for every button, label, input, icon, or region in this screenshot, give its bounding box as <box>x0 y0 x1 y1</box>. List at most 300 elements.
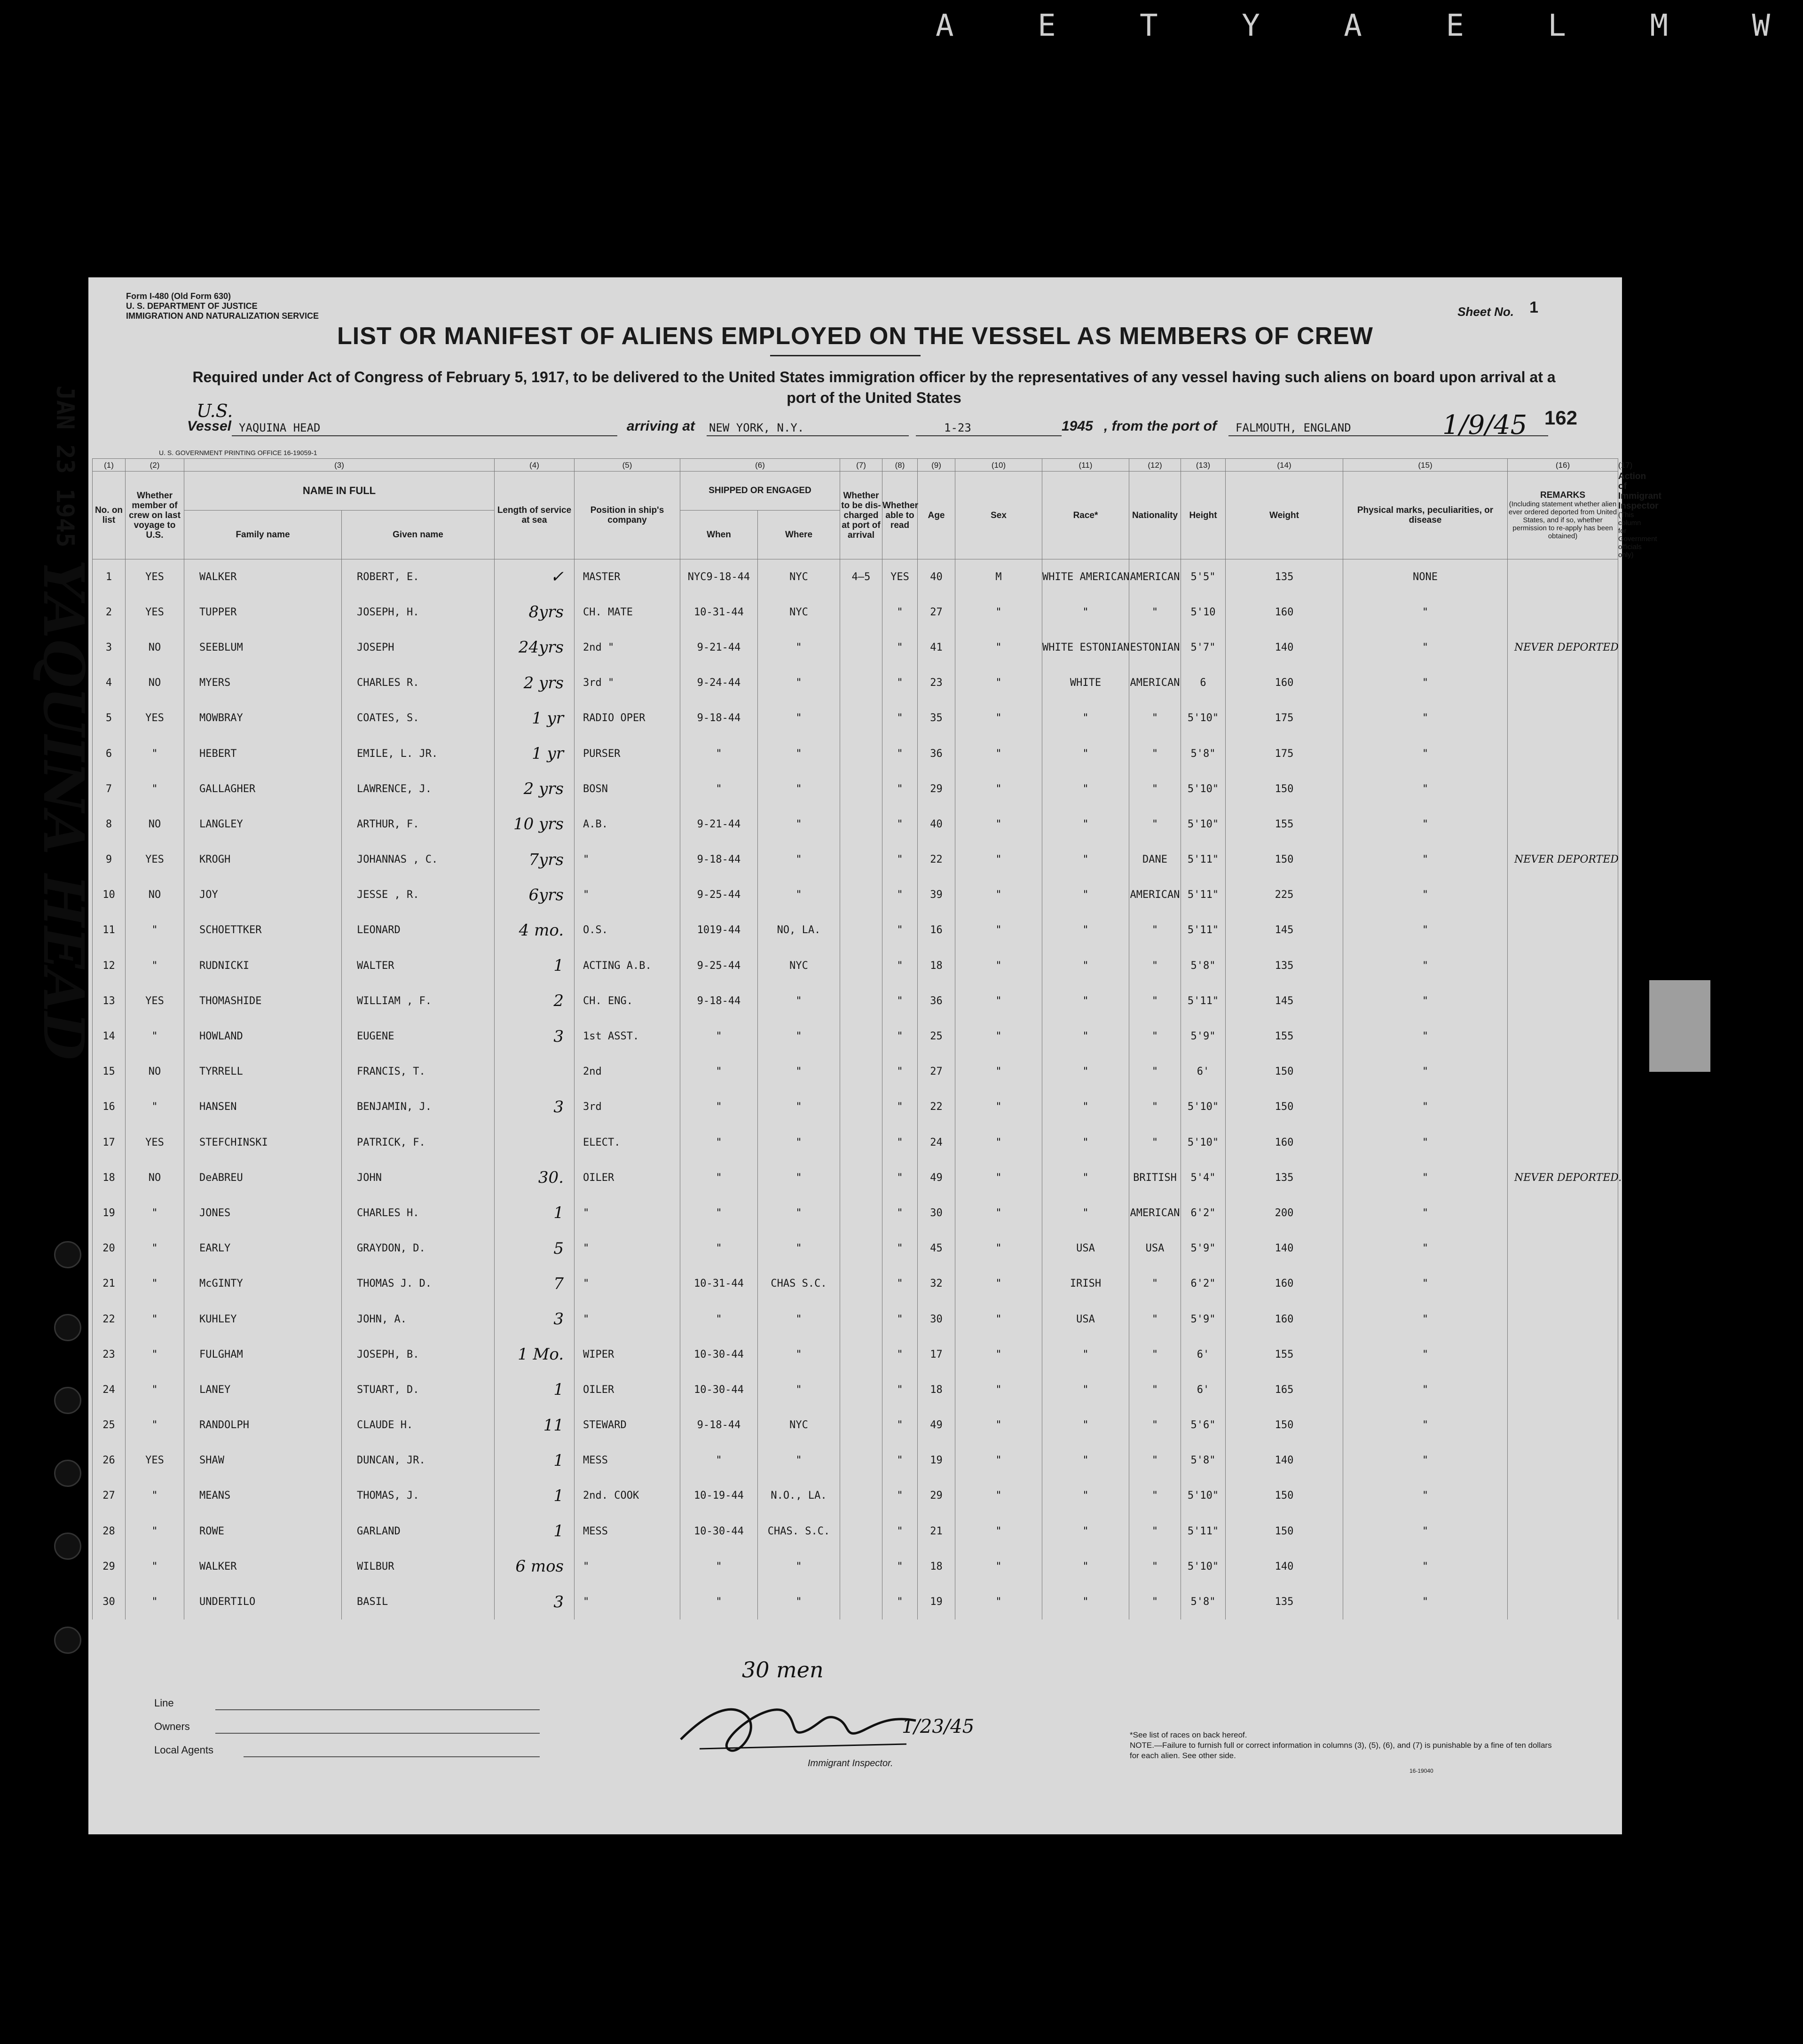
cell-given-name: COATES, S. <box>342 700 495 736</box>
cell-given-name: WILLIAM , F. <box>342 983 495 1019</box>
cell-able-to-read: " <box>882 842 918 877</box>
remarks-title: REMARKS <box>1540 490 1586 500</box>
sheet-number: 1 <box>1529 299 1538 316</box>
cell-able-to-read: " <box>882 595 918 630</box>
cell-remarks <box>1508 771 1618 807</box>
cell-age: 16 <box>918 912 955 948</box>
cell-family-name: EARLY <box>184 1231 342 1266</box>
cell-position: " <box>575 842 680 877</box>
cell-shipped-when: 9-21-44 <box>680 630 758 665</box>
cell-age: 35 <box>918 700 955 736</box>
cell-nationality: " <box>1129 1549 1181 1584</box>
cell-shipped-where: NO, LA. <box>758 912 840 948</box>
cell-shipped-where: NYC <box>758 948 840 983</box>
cell-height: 6 <box>1181 665 1226 700</box>
header-nationality: Nationality <box>1129 472 1181 559</box>
cell-shipped-where: NYC <box>758 559 840 595</box>
cell-discharged <box>840 1231 882 1266</box>
cell-shipped-where: " <box>758 1231 840 1266</box>
cell-shipped-where: " <box>758 1372 840 1407</box>
cell-age: 19 <box>918 1584 955 1619</box>
cell-nationality: AMERICAN <box>1129 1195 1181 1231</box>
cell-physical-marks: " <box>1343 1407 1508 1443</box>
col-number: (16) <box>1508 459 1618 472</box>
cell-height: 5'8" <box>1181 736 1226 771</box>
table-row <box>93 1231 1618 1266</box>
cell-prev-voyage: YES <box>126 700 184 736</box>
cell-family-name: TYRRELL <box>184 1054 342 1089</box>
cell-race: " <box>1042 1549 1129 1584</box>
cell-shipped-where: CHAS. S.C. <box>758 1514 840 1549</box>
cell-age: 27 <box>918 595 955 630</box>
cell-remarks <box>1508 807 1618 842</box>
cell-weight: 140 <box>1226 1549 1343 1584</box>
cell-physical-marks: " <box>1343 1337 1508 1372</box>
cell-weight: 225 <box>1226 877 1343 912</box>
cell-row-number: 1 <box>93 559 126 595</box>
total-count-handwritten: 30 men <box>742 1657 824 1682</box>
cell-shipped-where: " <box>758 700 840 736</box>
cell-weight: 135 <box>1226 559 1343 595</box>
cell-physical-marks: " <box>1343 1549 1508 1584</box>
cell-weight: 175 <box>1226 700 1343 736</box>
cell-prev-voyage: YES <box>126 1125 184 1160</box>
inspector-caption: Immigrant Inspector. <box>808 1758 893 1769</box>
table-row <box>93 1372 1618 1407</box>
cell-able-to-read: " <box>882 1266 918 1301</box>
cell-position: WIPER <box>575 1337 680 1372</box>
cell-race: " <box>1042 595 1129 630</box>
table-row <box>93 1407 1618 1443</box>
arriving-label: arriving at <box>627 418 695 434</box>
cell-able-to-read: " <box>882 877 918 912</box>
cell-remarks <box>1508 1089 1618 1124</box>
cell-remarks <box>1508 1478 1618 1513</box>
cell-prev-voyage: YES <box>126 983 184 1019</box>
cell-remarks <box>1508 1195 1618 1231</box>
cell-physical-marks: " <box>1343 595 1508 630</box>
cell-prev-voyage: " <box>126 1478 184 1513</box>
cell-row-number: 28 <box>93 1514 126 1549</box>
header-given-name: Given name <box>342 510 495 559</box>
from-port-rule <box>1228 435 1548 436</box>
cell-able-to-read: " <box>882 1160 918 1195</box>
cell-sex: " <box>955 1019 1042 1054</box>
table-row <box>93 771 1618 807</box>
cell-physical-marks: NONE <box>1343 559 1508 595</box>
cell-able-to-read: " <box>882 1125 918 1160</box>
page-subtitle: Required under Act of Congress of February 5, 1917, to be delivered to the United States immigration officer by the representatives of any vessel having such aliens on board upon arrival at a port of the United States <box>192 369 1556 406</box>
cell-race: " <box>1042 736 1129 771</box>
cell-physical-marks: " <box>1343 736 1508 771</box>
cell-shipped-where: NYC <box>758 1407 840 1443</box>
cell-height: 5'4" <box>1181 1160 1226 1195</box>
cell-able-to-read: " <box>882 983 918 1019</box>
binder-hole <box>54 1241 81 1268</box>
cell-discharged <box>840 1337 882 1372</box>
cell-remarks: NEVER DEPORTED. <box>1508 1160 1618 1195</box>
cell-weight: 135 <box>1226 1584 1343 1619</box>
cell-prev-voyage: " <box>126 1266 184 1301</box>
cell-given-name: JOSEPH, B. <box>342 1337 495 1372</box>
cell-prev-voyage: " <box>126 1019 184 1054</box>
cell-row-number: 15 <box>93 1054 126 1089</box>
cell-able-to-read: " <box>882 1549 918 1584</box>
local-agents-label: Local Agents <box>154 1744 213 1756</box>
cell-shipped-where: N.O., LA. <box>758 1478 840 1513</box>
table-row <box>93 1584 1618 1619</box>
cell-physical-marks: " <box>1343 1266 1508 1301</box>
header-name-in-full: NAME IN FULL <box>184 472 495 511</box>
cell-sex: " <box>955 1054 1042 1089</box>
cell-position: 2nd. COOK <box>575 1478 680 1513</box>
cell-sex: M <box>955 559 1042 595</box>
cell-discharged <box>840 736 882 771</box>
cell-height: 5'10 <box>1181 595 1226 630</box>
cell-race: " <box>1042 1584 1129 1619</box>
cell-sex: " <box>955 1337 1042 1372</box>
cell-position: RADIO OPER <box>575 700 680 736</box>
cell-race: IRISH <box>1042 1266 1129 1301</box>
handwritten-date: 1/9/45 <box>1442 410 1527 440</box>
vessel-line <box>187 418 1551 442</box>
cell-weight: 150 <box>1226 1054 1343 1089</box>
cell-position: " <box>575 877 680 912</box>
cell-row-number: 22 <box>93 1301 126 1336</box>
table-row <box>93 1443 1618 1478</box>
cell-position: 2nd <box>575 1054 680 1089</box>
cell-weight: 145 <box>1226 912 1343 948</box>
cell-able-to-read: YES <box>882 559 918 595</box>
cell-length-of-service: 2 yrs <box>495 665 575 700</box>
cell-row-number: 12 <box>93 948 126 983</box>
cell-nationality: " <box>1129 807 1181 842</box>
cell-position: 1st ASST. <box>575 1019 680 1054</box>
cell-race: WHITE ESTONIAN <box>1042 630 1129 665</box>
cell-family-name: HANSEN <box>184 1089 342 1124</box>
cell-row-number: 26 <box>93 1443 126 1478</box>
cell-discharged <box>840 771 882 807</box>
cell-physical-marks: " <box>1343 1089 1508 1124</box>
cell-prev-voyage: " <box>126 1407 184 1443</box>
cell-able-to-read: " <box>882 948 918 983</box>
form-code: 16-19040 <box>1409 1768 1433 1774</box>
cell-race: USA <box>1042 1231 1129 1266</box>
cell-physical-marks: " <box>1343 807 1508 842</box>
cell-physical-marks: " <box>1343 948 1508 983</box>
cell-given-name: ROBERT, E. <box>342 559 495 595</box>
cell-position: " <box>575 1195 680 1231</box>
cell-weight: 150 <box>1226 1478 1343 1513</box>
table-row <box>93 1478 1618 1513</box>
cell-able-to-read: " <box>882 1514 918 1549</box>
cell-shipped-where: " <box>758 665 840 700</box>
cell-given-name: JOSEPH, H. <box>342 595 495 630</box>
cell-race: " <box>1042 1195 1129 1231</box>
cell-discharged <box>840 1089 882 1124</box>
col-number: (12) <box>1129 459 1181 472</box>
table-row <box>93 1337 1618 1372</box>
cell-race: " <box>1042 1372 1129 1407</box>
cell-prev-voyage: NO <box>126 630 184 665</box>
cell-shipped-when: 10-30-44 <box>680 1514 758 1549</box>
cell-given-name: CHARLES R. <box>342 665 495 700</box>
cell-physical-marks: " <box>1343 1054 1508 1089</box>
owners-label: Owners <box>154 1721 190 1732</box>
cell-family-name: TUPPER <box>184 595 342 630</box>
cell-given-name: FRANCIS, T. <box>342 1054 495 1089</box>
cell-sex: " <box>955 1372 1042 1407</box>
cell-row-number: 4 <box>93 665 126 700</box>
cell-position: " <box>575 1549 680 1584</box>
cell-shipped-when: " <box>680 1301 758 1336</box>
cell-age: 18 <box>918 1549 955 1584</box>
cell-row-number: 19 <box>93 1195 126 1231</box>
cell-given-name: THOMAS, J. <box>342 1478 495 1513</box>
cell-discharged <box>840 1514 882 1549</box>
cell-length-of-service: 3 <box>495 1089 575 1124</box>
cell-able-to-read: " <box>882 912 918 948</box>
cell-remarks <box>1508 1231 1618 1266</box>
cell-family-name: FULGHAM <box>184 1337 342 1372</box>
cell-row-number: 30 <box>93 1584 126 1619</box>
cell-race: " <box>1042 771 1129 807</box>
cell-remarks <box>1508 1372 1618 1407</box>
cell-remarks <box>1508 1407 1618 1443</box>
cell-shipped-where: " <box>758 1160 840 1195</box>
cell-race: " <box>1042 983 1129 1019</box>
table-row <box>93 983 1618 1019</box>
cell-age: 25 <box>918 1019 955 1054</box>
cell-height: 5'10" <box>1181 1089 1226 1124</box>
cell-remarks <box>1508 1301 1618 1336</box>
cell-race: " <box>1042 1125 1129 1160</box>
cell-row-number: 10 <box>93 877 126 912</box>
cell-sex: " <box>955 807 1042 842</box>
vessel-prefix-handwritten: U.S. <box>197 401 233 421</box>
cell-height: 5'11" <box>1181 842 1226 877</box>
cell-given-name: JOHN <box>342 1160 495 1195</box>
cell-remarks <box>1508 1125 1618 1160</box>
header-remarks <box>1508 472 1618 559</box>
cell-family-name: HOWLAND <box>184 1019 342 1054</box>
cell-position: " <box>575 1266 680 1301</box>
cell-shipped-where: " <box>758 1195 840 1231</box>
date-rule <box>916 435 1062 436</box>
cell-family-name: ROWE <box>184 1514 342 1549</box>
cell-given-name: PATRICK, F. <box>342 1125 495 1160</box>
title-divider <box>770 355 921 356</box>
cell-shipped-when: 10-31-44 <box>680 595 758 630</box>
cell-discharged <box>840 630 882 665</box>
cell-weight: 155 <box>1226 1019 1343 1054</box>
cell-shipped-where: " <box>758 1019 840 1054</box>
cell-length-of-service: 1 <box>495 1514 575 1549</box>
table-row <box>93 630 1618 665</box>
binder-hole <box>54 1387 81 1414</box>
cell-race: " <box>1042 1160 1129 1195</box>
cell-age: 29 <box>918 771 955 807</box>
cell-race: " <box>1042 948 1129 983</box>
cell-age: 29 <box>918 1478 955 1513</box>
cell-race: " <box>1042 1089 1129 1124</box>
header-shipped-engaged: SHIPPED OR ENGAGED <box>680 472 840 511</box>
cell-length-of-service: 3 <box>495 1301 575 1336</box>
table-row <box>93 1089 1618 1124</box>
cell-remarks <box>1508 1584 1618 1619</box>
cell-shipped-when: " <box>680 1584 758 1619</box>
cell-weight: 160 <box>1226 1266 1343 1301</box>
col-number: (14) <box>1226 459 1343 472</box>
cell-shipped-where: " <box>758 1584 840 1619</box>
cell-prev-voyage: " <box>126 1301 184 1336</box>
cell-weight: 140 <box>1226 1443 1343 1478</box>
cell-weight: 155 <box>1226 807 1343 842</box>
cell-family-name: LANEY <box>184 1372 342 1407</box>
cell-remarks <box>1508 877 1618 912</box>
cell-length-of-service: 10 yrs <box>495 807 575 842</box>
cell-prev-voyage: " <box>126 771 184 807</box>
cell-physical-marks: " <box>1343 700 1508 736</box>
cell-remarks <box>1508 559 1618 595</box>
cell-shipped-when: " <box>680 771 758 807</box>
cell-discharged <box>840 1372 882 1407</box>
cell-sex: " <box>955 842 1042 877</box>
cell-physical-marks: " <box>1343 877 1508 912</box>
crew-manifest-table <box>92 458 1661 1619</box>
cell-shipped-where: " <box>758 1301 840 1336</box>
cell-discharged <box>840 1266 882 1301</box>
cell-nationality: " <box>1129 1054 1181 1089</box>
cell-nationality: " <box>1129 1266 1181 1301</box>
cell-weight: 165 <box>1226 1372 1343 1407</box>
cell-shipped-where: " <box>758 807 840 842</box>
cell-family-name: STEFCHINSKI <box>184 1125 342 1160</box>
vessel-name-rule <box>232 435 617 436</box>
cell-remarks <box>1508 1337 1618 1372</box>
cell-prev-voyage: " <box>126 1584 184 1619</box>
cell-row-number: 24 <box>93 1372 126 1407</box>
cell-race: WHITE AMERICAN <box>1042 559 1129 595</box>
cell-row-number: 3 <box>93 630 126 665</box>
cell-length-of-service: ✓ <box>495 559 575 595</box>
cell-discharged <box>840 1301 882 1336</box>
cell-age: 27 <box>918 1054 955 1089</box>
header-no-on-list: No. on list <box>93 472 126 559</box>
cell-nationality: " <box>1129 1337 1181 1372</box>
cell-remarks <box>1508 595 1618 630</box>
cell-race: " <box>1042 700 1129 736</box>
header-age: Age <box>918 472 955 559</box>
cell-length-of-service: 2 <box>495 983 575 1019</box>
cell-sex: " <box>955 1266 1042 1301</box>
cell-row-number: 5 <box>93 700 126 736</box>
department-name: U. S. DEPARTMENT OF JUSTICE <box>126 301 258 311</box>
cell-position: BOSN <box>575 771 680 807</box>
cell-race: " <box>1042 1514 1129 1549</box>
cell-prev-voyage: " <box>126 736 184 771</box>
cell-remarks <box>1508 736 1618 771</box>
cell-physical-marks: " <box>1343 1478 1508 1513</box>
cell-given-name: STUART, D. <box>342 1372 495 1407</box>
cell-weight: 140 <box>1226 630 1343 665</box>
cell-length-of-service: 8yrs <box>495 595 575 630</box>
cell-age: 41 <box>918 630 955 665</box>
cell-height: 5'9" <box>1181 1019 1226 1054</box>
cell-given-name: GRAYDON, D. <box>342 1231 495 1266</box>
cell-position: 3rd <box>575 1089 680 1124</box>
cell-family-name: RUDNICKI <box>184 948 342 983</box>
cell-prev-voyage: YES <box>126 842 184 877</box>
cell-shipped-where: " <box>758 1443 840 1478</box>
cell-length-of-service: 1 yr <box>495 700 575 736</box>
cell-sex: " <box>955 1407 1042 1443</box>
form-identification <box>126 291 319 321</box>
local-agents-rule <box>244 1756 540 1757</box>
cell-prev-voyage: NO <box>126 1160 184 1195</box>
cell-race: USA <box>1042 1301 1129 1336</box>
binder-hole <box>54 1627 81 1654</box>
header-where: Where <box>758 510 840 559</box>
cell-age: 36 <box>918 983 955 1019</box>
cell-prev-voyage: " <box>126 1089 184 1124</box>
binder-hole <box>54 1460 81 1487</box>
cell-sex: " <box>955 1231 1042 1266</box>
cell-discharged: 4–5 <box>840 559 882 595</box>
cell-length-of-service: 6yrs <box>495 877 575 912</box>
cell-remarks <box>1508 700 1618 736</box>
vessel-name: YAQUINA HEAD <box>239 421 321 434</box>
cell-discharged <box>840 1125 882 1160</box>
cell-position: OILER <box>575 1160 680 1195</box>
cell-sex: " <box>955 630 1042 665</box>
cell-row-number: 7 <box>93 771 126 807</box>
from-port-label: , from the port of <box>1104 418 1217 434</box>
col-number: (9) <box>918 459 955 472</box>
cell-family-name: McGINTY <box>184 1266 342 1301</box>
remarks-note: (Including statement whether alien ever ordered deported from United States, and if so, whether permission to re-apply has been obtained) <box>1508 500 1617 540</box>
cell-prev-voyage: " <box>126 912 184 948</box>
cell-discharged <box>840 1584 882 1619</box>
cell-able-to-read: " <box>882 736 918 771</box>
owners-rule <box>215 1733 540 1734</box>
cell-shipped-when: 9-18-44 <box>680 700 758 736</box>
cell-physical-marks: " <box>1343 983 1508 1019</box>
cell-discharged <box>840 1054 882 1089</box>
cell-height: 5'10" <box>1181 1549 1226 1584</box>
cell-physical-marks: " <box>1343 1160 1508 1195</box>
cell-remarks <box>1508 1054 1618 1089</box>
table-row <box>93 1125 1618 1160</box>
table-row <box>93 842 1618 877</box>
cell-able-to-read: " <box>882 1372 918 1407</box>
table-row <box>93 1301 1618 1336</box>
cell-position: " <box>575 1231 680 1266</box>
cell-prev-voyage: " <box>126 1231 184 1266</box>
cell-race: " <box>1042 1478 1129 1513</box>
cell-shipped-when: 9-18-44 <box>680 983 758 1019</box>
cell-prev-voyage: YES <box>126 595 184 630</box>
cell-prev-voyage: " <box>126 1549 184 1584</box>
cell-family-name: JOY <box>184 877 342 912</box>
cell-sex: " <box>955 700 1042 736</box>
arrival-date: 1-23 <box>944 421 971 434</box>
race-footnote: *See list of races on back hereof. <box>1130 1730 1247 1739</box>
cell-age: 40 <box>918 559 955 595</box>
cell-sex: " <box>955 912 1042 948</box>
cell-race: " <box>1042 1019 1129 1054</box>
cell-row-number: 20 <box>93 1231 126 1266</box>
